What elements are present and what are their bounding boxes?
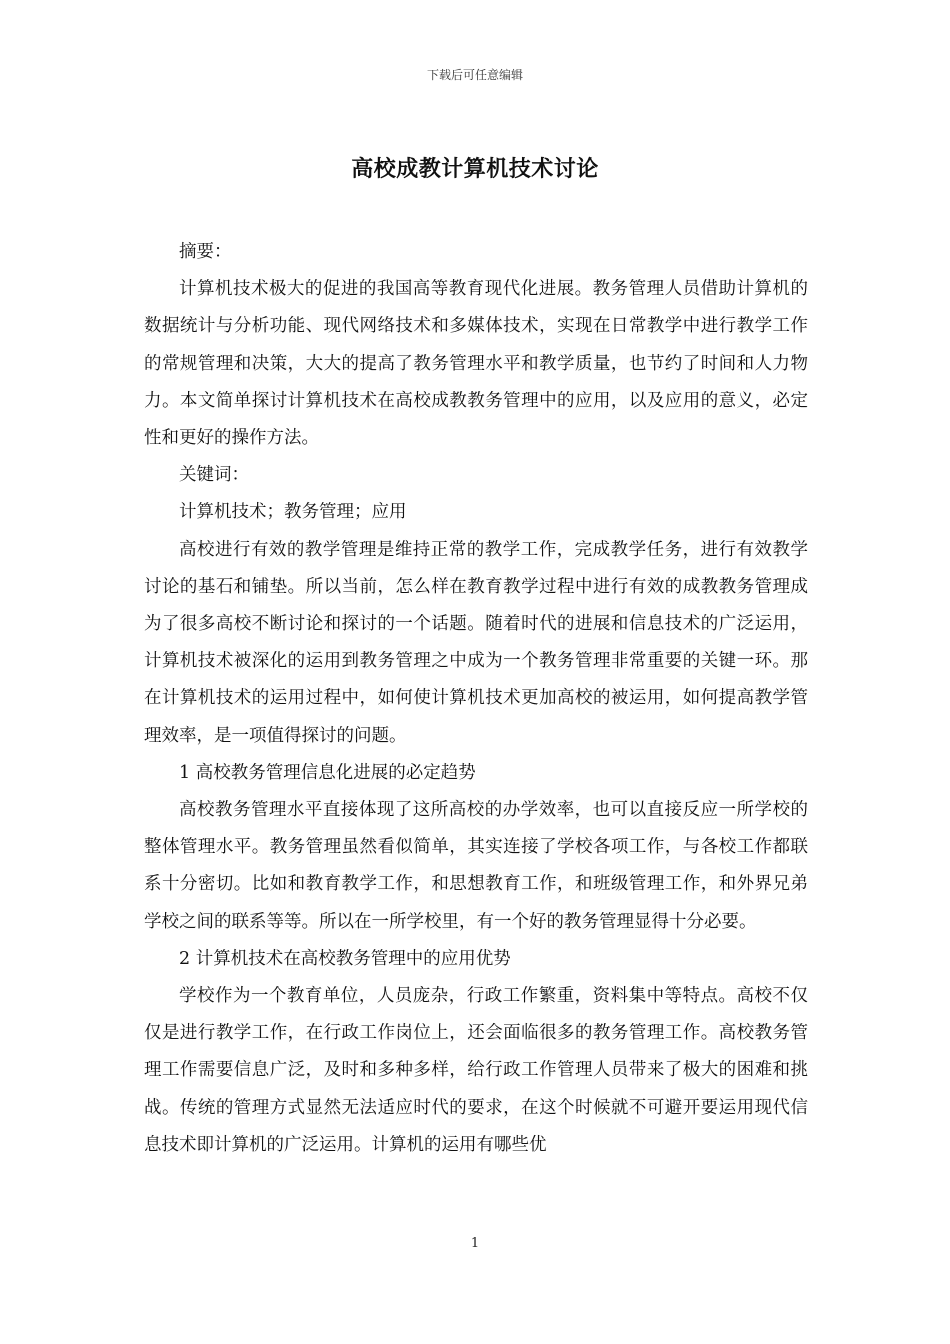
page-number: 1 <box>470 1236 480 1251</box>
document-title: 高校成教计算机技术讨论 <box>351 156 599 182</box>
document-body <box>144 234 808 1164</box>
abstract-paragraph: 计算机技术极大的促进的我国高等教育现代化进展。教务管理人员借助计算机的数据统计与分析功能、现代网络技术和多媒体技术，实现在日常教学中进行教学工作的常规管理和决策，大大的提高了教务管理水平和教学质量，也节约了时间和人力物力。本文简单探讨计算机技术在高校成教教务管理中的应用，以及应用的意义，必定性和更好的操作方法。 <box>144 279 808 449</box>
section-2-heading: 2 计算机技术在高校教务管理中的应用优势 <box>179 948 511 969</box>
section-1-paragraph: 高校教务管理水平直接体现了这所高校的办学效率，也可以直接反应一所学校的整体管理水平。教务管理虽然看似简单，其实连接了学校各项工作，与各校工作都联系十分密切。比如和教育教学工作，和思想教育工作，和班级管理工作，和外界兄弟学校之间的联系等等。所以在一所学校里，有一个好的教务管理显得十分必要。 <box>144 800 808 932</box>
keywords-list: 计算机技术；教务管理；应用 <box>179 502 407 523</box>
section-1-heading: 1 高校教务管理信息化进展的必定趋势 <box>179 762 476 783</box>
section-2-paragraph: 学校作为一个教育单位，人员庞杂，行政工作繁重，资料集中等特点。高校不仅仅是进行教学工作，在行政工作岗位上，还会面临很多的教务管理工作。高校教务管理工作需要信息广泛，及时和多种多样，给行政工作管理人员带来了极大的困难和挑战。传统的管理方式显然无法适应时代的要求，在这个时候就不可避开要运用现代信息技术即计算机的广泛运用。计算机的运用有哪些优 <box>144 986 808 1155</box>
keywords-heading: 关键词： <box>179 465 249 486</box>
header-note: 下载后可任意编辑 <box>426 68 523 82</box>
abstract-heading: 摘要： <box>179 242 232 262</box>
intro-paragraph: 高校进行有效的教学管理是维持正常的教学工作，完成教学任务，进行有效教学讨论的基石和铺垫。所以当前，怎么样在教育教学过程中进行有效的成教教务管理成为了很多高校不断讨论和探讨的一个话题。随着时代的进展和信息技术的广泛运用，计算机技术被深化的运用到教务管理之中成为一个教务管理非常重要的关键一环。那在计算机技术的运用过程中，如何使计算机技术更加高校的被运用，如何提高教学管理效率，是一项值得探讨的问题。 <box>144 539 808 746</box>
